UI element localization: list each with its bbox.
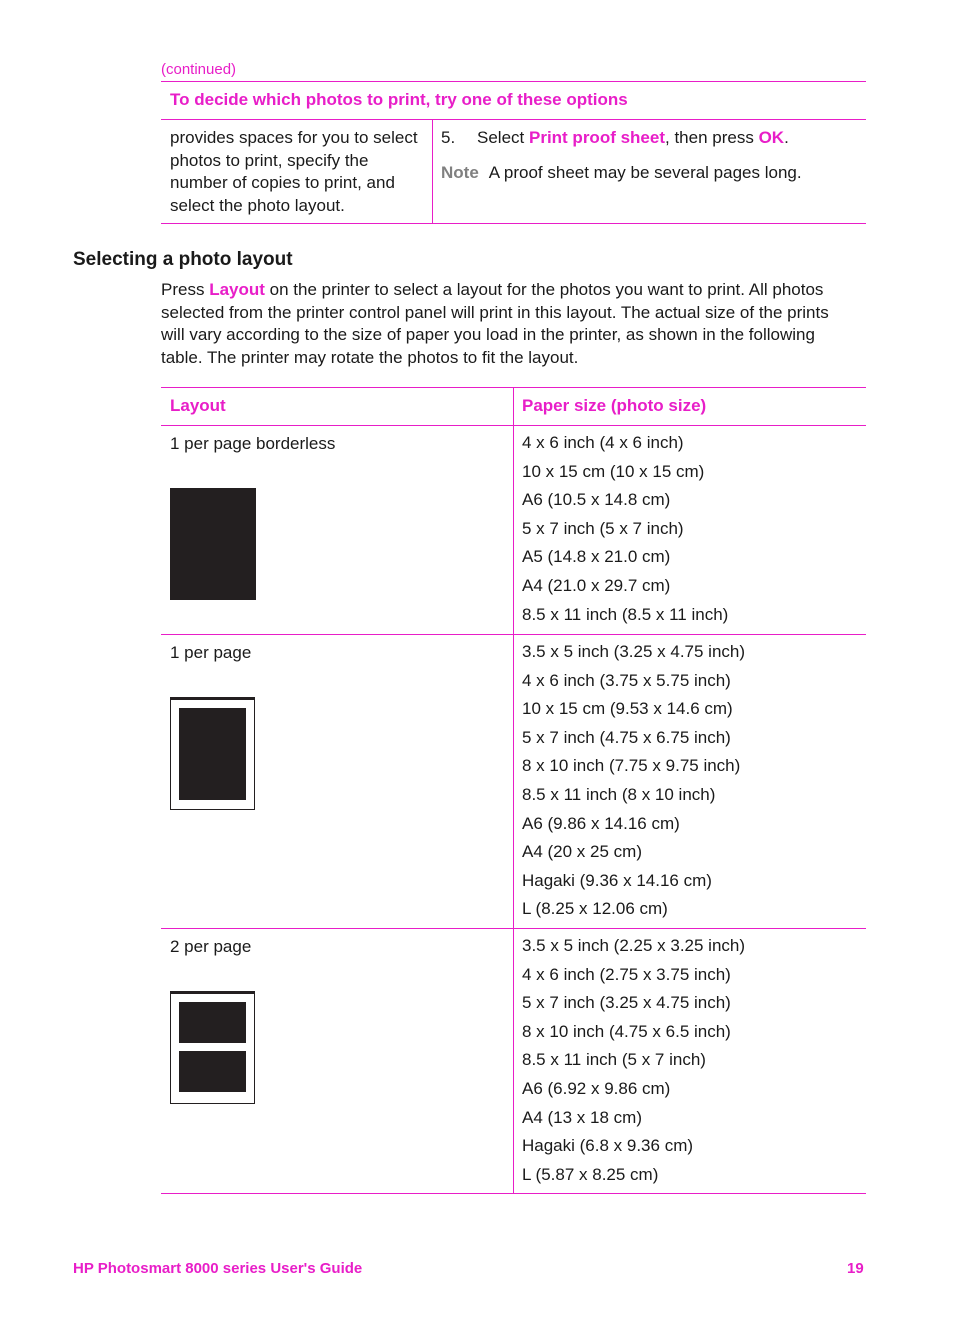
list-item: 4 x 6 inch (4 x 6 inch) xyxy=(522,433,684,452)
options-left-text: provides spaces for you to select photos to print, specify the number of copies to print, and select the photo layout. xyxy=(170,128,418,215)
section-intro xyxy=(161,279,851,369)
table-rule xyxy=(161,81,866,82)
list-item: 5 x 7 inch (3.25 x 4.75 inch) xyxy=(522,993,731,1013)
table-rule xyxy=(161,928,866,929)
two-photos-icon xyxy=(170,991,255,1104)
paper-size-list xyxy=(522,429,728,629)
list-item: A6 (6.92 x 9.86 cm) xyxy=(522,1078,671,1098)
layout-name-borderless: 1 per page borderless xyxy=(170,434,336,453)
table-divider xyxy=(432,120,433,224)
note-label: Note xyxy=(441,163,479,182)
list-item: Hagaki (9.36 x 14.16 cm) xyxy=(522,870,712,890)
list-item: 8.5 x 11 inch (8 x 10 inch) xyxy=(522,784,716,804)
list-item: 5 x 7 inch (5 x 7 inch) xyxy=(522,518,684,538)
photo-slot xyxy=(179,708,246,800)
table-divider xyxy=(513,387,514,1194)
list-item: 4 x 6 inch (3.75 x 5.75 inch) xyxy=(522,670,731,690)
note-text: A proof sheet may be several pages long. xyxy=(488,163,802,182)
list-item: L (5.87 x 8.25 cm) xyxy=(522,1164,659,1184)
list-item: 8 x 10 inch (4.75 x 6.5 inch) xyxy=(522,1021,731,1041)
table-rule xyxy=(161,119,866,120)
col-header-paper-size: Paper size (photo size) xyxy=(522,396,707,415)
borderless-photo-icon xyxy=(170,488,256,600)
list-item: 5 x 7 inch (4.75 x 6.75 inch) xyxy=(522,727,731,747)
step-number: 5. xyxy=(441,128,456,147)
footer-guide-title: HP Photosmart 8000 series User's Guide xyxy=(73,1260,363,1277)
photo-slot xyxy=(179,1002,246,1043)
list-item: 3.5 x 5 inch (2.25 x 3.25 inch) xyxy=(522,936,746,955)
list-item: L (8.25 x 12.06 cm) xyxy=(522,899,668,919)
print-proof-sheet-option: Print proof sheet xyxy=(528,128,665,147)
intro-text-post: on the printer to select a layout for the photos you want to print. All photos selected from the printer control panel will print in this layout. The actual size of the prints will vary according to the size of paper you load in the printer, as shown in the following table. The printer may rotate the photos to fit the layout. xyxy=(161,280,829,367)
ok-button-label: OK xyxy=(758,128,785,147)
one-photo-bordered-icon xyxy=(170,697,255,810)
list-item: A4 (20 x 25 cm) xyxy=(522,842,642,862)
col-header-layout: Layout xyxy=(170,396,226,415)
table-rule xyxy=(161,634,866,635)
list-item: A5 (14.8 x 21.0 cm) xyxy=(522,547,671,567)
list-item: 8.5 x 11 inch (8.5 x 11 inch) xyxy=(522,604,729,624)
step-text-mid: , then press xyxy=(665,128,759,147)
list-item: A4 (13 x 18 cm) xyxy=(522,1107,642,1127)
list-item: 8 x 10 inch (7.75 x 9.75 inch) xyxy=(522,756,741,776)
layout-name-two-per-page: 2 per page xyxy=(170,937,252,956)
intro-text-pre: Press xyxy=(161,280,210,299)
paper-size-list xyxy=(522,638,745,924)
table-rule xyxy=(161,1193,866,1194)
page-number: 19 xyxy=(847,1260,864,1277)
layout-name-one-per-page: 1 per page xyxy=(170,643,252,662)
step-5 xyxy=(441,127,789,149)
step-text-pre: Select xyxy=(477,128,529,147)
list-item: A6 (9.86 x 14.16 cm) xyxy=(522,813,680,833)
proof-sheet-note xyxy=(441,163,802,183)
continued-label: (continued) xyxy=(161,61,237,78)
options-table-header: To decide which photos to print, try one of these options xyxy=(170,90,628,109)
list-item: 10 x 15 cm (9.53 x 14.6 cm) xyxy=(522,699,733,719)
photo-slot xyxy=(179,1051,246,1092)
list-item: 8.5 x 11 inch (5 x 7 inch) xyxy=(522,1050,706,1070)
section-heading: Selecting a photo layout xyxy=(73,249,293,270)
list-item: Hagaki (6.8 x 9.36 cm) xyxy=(522,1136,694,1156)
list-item: 10 x 15 cm (10 x 15 cm) xyxy=(522,461,705,481)
list-item: A4 (21.0 x 29.7 cm) xyxy=(522,575,671,595)
list-item: 3.5 x 5 inch (3.25 x 4.75 inch) xyxy=(522,642,746,661)
paper-size-list xyxy=(522,932,745,1189)
list-item: A6 (10.5 x 14.8 cm) xyxy=(522,490,671,510)
step-text-post: . xyxy=(784,128,789,147)
list-item: 4 x 6 inch (2.75 x 3.75 inch) xyxy=(522,964,731,984)
table-rule xyxy=(161,223,866,224)
layout-table xyxy=(161,387,866,1194)
layout-button-label: Layout xyxy=(209,280,265,299)
